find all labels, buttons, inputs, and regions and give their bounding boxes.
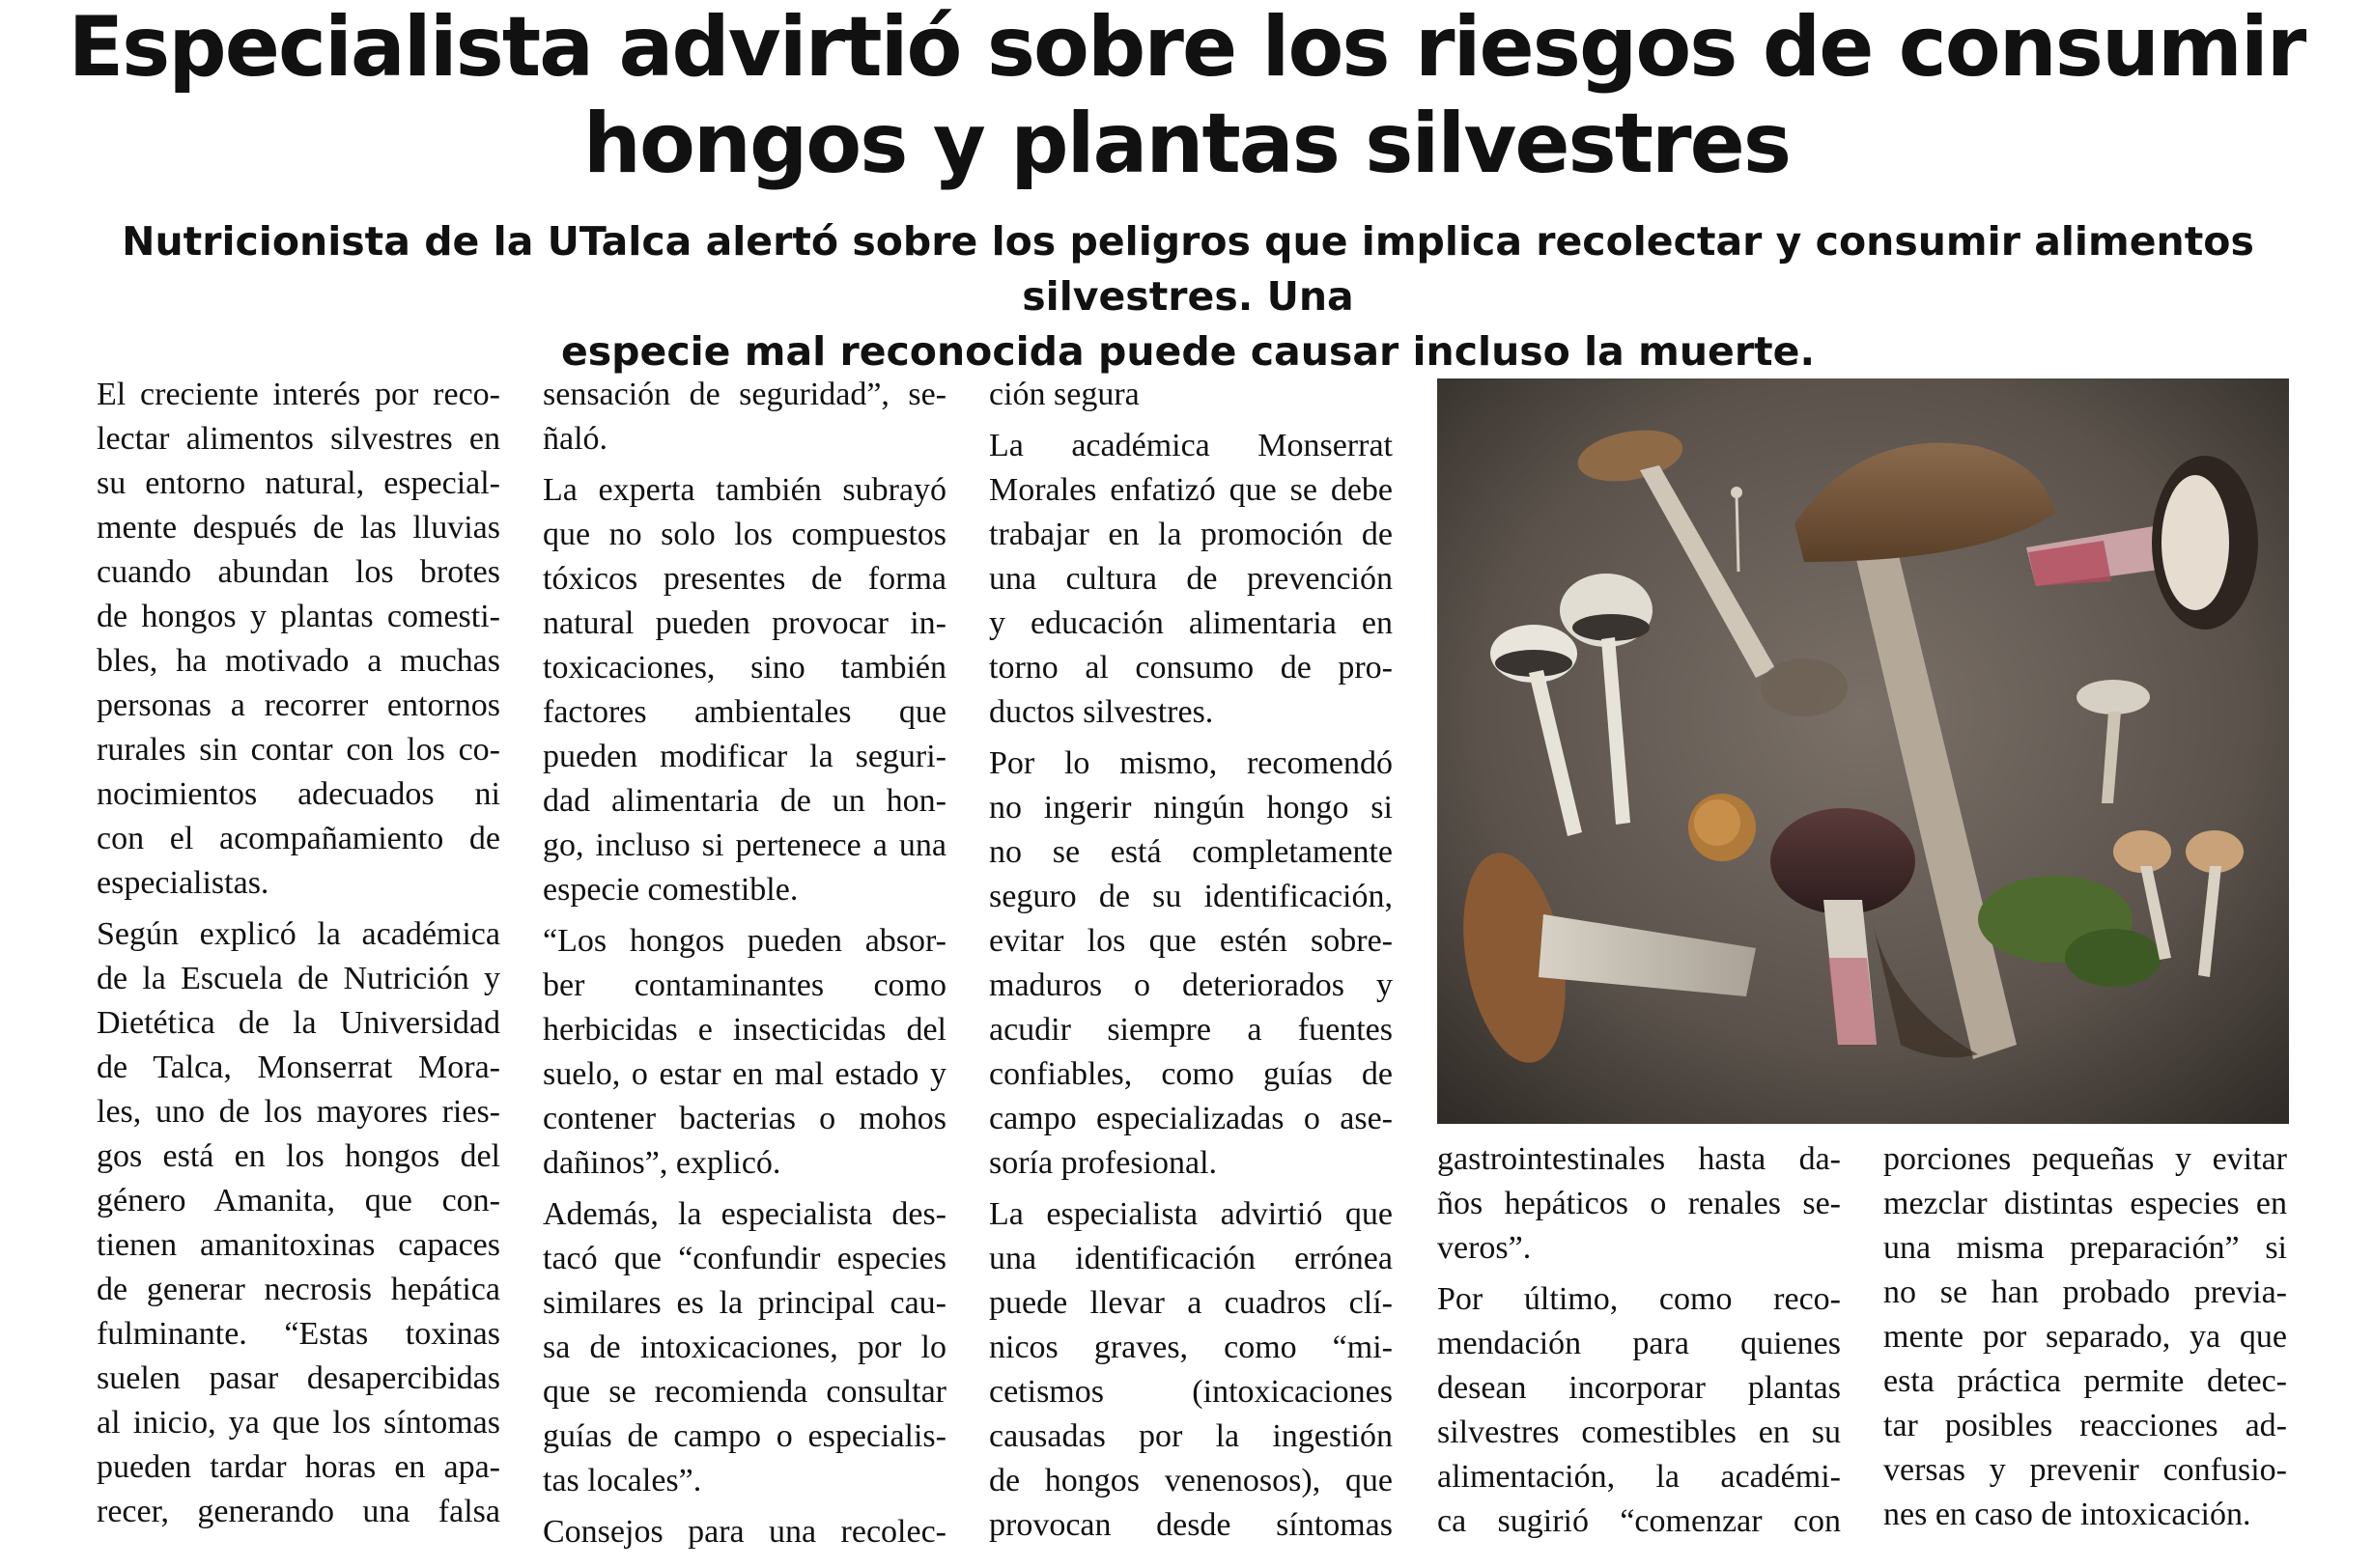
subheadline-line-2: especie mal reconocida puede causar incluso la muerte. <box>560 328 1816 375</box>
text-line: de hongos venenosos), que <box>989 1463 1393 1498</box>
text-line: mezclar distintas especies en <box>1883 1186 2287 1221</box>
text-line: de generar necrosis hepática <box>97 1272 500 1307</box>
text-line: nocimientos adecuados ni <box>97 776 500 812</box>
text-line: ber contaminantes como <box>543 967 946 1003</box>
text-line: soría profesional. <box>989 1145 1218 1181</box>
text-line: sensación de seguridad”, se- <box>543 377 946 412</box>
text-line: acudir siempre a fuentes <box>989 1012 1393 1048</box>
text-line: no ingerir ningún hongo si <box>989 790 1393 826</box>
text-line: veros”. <box>1437 1230 1532 1266</box>
text-line: Consejos para una recolec- <box>543 1514 946 1550</box>
text-line: puede llevar a cuadros clí- <box>989 1285 1393 1321</box>
text-line: cetismos (intoxicaciones <box>989 1374 1393 1410</box>
text-line: tienen amanitoxinas capaces <box>97 1227 500 1263</box>
text-line: de Talca, Monserrat Mora- <box>97 1050 500 1085</box>
text-line: alimentación, la académi- <box>1437 1459 1841 1495</box>
text-line: lectar alimentos silvestres en <box>97 421 500 457</box>
text-line: ños hepáticos o renales se- <box>1437 1186 1841 1221</box>
article-column-4 <box>1437 1137 1841 1551</box>
text-line: pueden tardar horas en apa- <box>97 1449 500 1485</box>
text-line: recer, generando una falsa <box>97 1494 500 1529</box>
text-line: silvestres comestibles en su <box>1437 1414 1841 1450</box>
text-line: causadas por la ingestión <box>989 1418 1393 1454</box>
mushrooms-photo <box>1437 378 2289 1124</box>
text-line: La académica Monserrat <box>989 428 1393 463</box>
text-line: Por lo mismo, recomendó <box>989 745 1393 781</box>
text-line: Morales enfatizó que se debe <box>989 472 1393 508</box>
text-line: maduros o deteriorados y <box>989 967 1393 1003</box>
article-column-1 <box>97 373 500 1541</box>
text-line: factores ambientales que <box>543 694 946 730</box>
article-paragraph <box>989 373 1393 417</box>
text-line: confiables, como guías de <box>989 1056 1393 1092</box>
article-paragraph <box>97 373 500 906</box>
article-paragraph <box>543 919 946 1186</box>
text-line: ción segura <box>989 377 1140 412</box>
text-line: evitar los que estén sobre- <box>989 923 1393 959</box>
text-line: no se han probado previa- <box>1883 1274 2287 1310</box>
text-line: suelen pasar desapercibidas <box>97 1360 500 1396</box>
text-line: El creciente interés por reco- <box>97 377 500 412</box>
text-line: “Los hongos pueden absor- <box>543 923 946 959</box>
article-paragraph <box>989 742 1393 1186</box>
text-line: tas locales”. <box>543 1463 702 1498</box>
text-line: trabajar en la promoción de <box>989 517 1393 552</box>
text-line: La especialista advirtió que <box>989 1196 1393 1232</box>
text-line: rurales sin contar con los co- <box>97 732 500 768</box>
text-line: natural pueden provocar in- <box>543 605 946 641</box>
text-line: una identificación errónea <box>989 1241 1393 1276</box>
article-column-2 <box>543 373 946 1561</box>
text-line: de hongos y plantas comesti- <box>97 599 500 634</box>
text-line: con el acompañamiento de <box>97 821 500 856</box>
text-line: nes en caso de intoxicación. <box>1883 1497 2251 1532</box>
text-line: guías de campo o especialis- <box>543 1418 946 1454</box>
article-paragraph <box>989 424 1393 735</box>
text-line: nicos graves, como “mi- <box>989 1330 1393 1365</box>
article-column-5 <box>1883 1137 2287 1544</box>
text-line: tar posibles reacciones ad- <box>1883 1408 2287 1443</box>
article-paragraph <box>1437 1277 1841 1544</box>
text-line: una misma preparación” si <box>1883 1230 2287 1266</box>
text-line: una cultura de prevención <box>989 561 1393 597</box>
text-line: toxicaciones, sino también <box>543 650 946 686</box>
text-line: herbicidas e insecticidas del <box>543 1012 946 1048</box>
text-line: y educación alimentaria en <box>989 605 1393 641</box>
text-line: dad alimentaria de un hon- <box>543 783 946 819</box>
text-line: de la Escuela de Nutrición y <box>97 961 500 996</box>
text-line: tacó que “confundir especies <box>543 1241 946 1276</box>
text-line: ñaló. <box>543 421 608 457</box>
text-line: versas y prevenir confusio- <box>1883 1452 2287 1488</box>
text-line: sa de intoxicaciones, por lo <box>543 1330 946 1365</box>
subheadline-line-1: Nutricionista de la UTalca alertó sobre los peligros que implica recolectar y consumir alimentos silvestres. Una <box>122 218 2254 320</box>
text-line: similares es la principal cau- <box>543 1285 946 1321</box>
text-line: ca sugirió “comenzar con <box>1437 1503 1841 1539</box>
text-line: provocan desde síntomas <box>989 1507 1393 1543</box>
subheadline <box>68 214 2308 379</box>
article-paragraph <box>543 373 946 462</box>
article-paragraph <box>543 1510 946 1554</box>
text-line: torno al consumo de pro- <box>989 650 1393 686</box>
text-line: porciones pequeñas y evitar <box>1883 1141 2287 1177</box>
article-paragraph <box>543 468 946 912</box>
article-paragraph <box>97 912 500 1534</box>
article-paragraph <box>1883 1137 2287 1537</box>
text-line: seguro de su identificación, <box>989 879 1393 914</box>
text-line: Según explicó la académica <box>97 916 500 952</box>
text-line: que no solo los compuestos <box>543 517 946 552</box>
text-line: La experta también subrayó <box>543 472 946 508</box>
text-line: desean incorporar plantas <box>1437 1370 1841 1406</box>
text-line: pueden modificar la seguri- <box>543 739 946 774</box>
text-line: especialistas. <box>97 865 269 901</box>
text-line: fulminante. “Estas toxinas <box>97 1316 500 1352</box>
article-paragraph <box>543 1192 946 1503</box>
headline <box>24 0 2350 193</box>
text-line: esta práctica permite detec- <box>1883 1363 2287 1399</box>
text-line: mente después de las lluvias <box>97 510 500 546</box>
text-line: bles, ha motivado a muchas <box>97 643 500 679</box>
text-line: género Amanita, que con- <box>97 1183 500 1218</box>
text-line: ductos silvestres. <box>989 694 1214 730</box>
text-line: al inicio, ya que los síntomas <box>97 1405 500 1441</box>
text-line: gastrointestinales hasta da- <box>1437 1141 1841 1177</box>
text-line: gos está en los hongos del <box>97 1138 500 1174</box>
headline-line-2: hongos y plantas silvestres <box>582 95 1791 192</box>
text-line: Además, la especialista des- <box>543 1196 946 1232</box>
text-line: que se recomienda consultar <box>543 1374 946 1410</box>
text-line: personas a recorrer entornos <box>97 687 500 723</box>
text-line: campo especializadas o ase- <box>989 1101 1393 1136</box>
text-line: les, uno de los mayores ries- <box>97 1094 500 1130</box>
text-line: Por último, como reco- <box>1437 1281 1841 1317</box>
text-line: no se está completamente <box>989 834 1393 870</box>
text-line: Dietética de la Universidad <box>97 1005 500 1041</box>
text-line: especie comestible. <box>543 872 799 908</box>
text-line: cuando abundan los brotes <box>97 554 500 590</box>
text-line: su entorno natural, especial- <box>97 465 500 501</box>
article-paragraph <box>1437 1137 1841 1271</box>
text-line: mendación para quienes <box>1437 1326 1841 1361</box>
article-paragraph <box>989 1192 1393 1548</box>
headline-line-1: Especialista advirtió sobre los riesgos de consumir <box>68 0 2305 96</box>
text-line: dañinos”, explicó. <box>543 1145 781 1181</box>
article-column-3 <box>989 373 1393 1554</box>
text-line: tóxicos presentes de forma <box>543 561 946 597</box>
text-line: go, incluso si pertenece a una <box>543 827 946 863</box>
text-line: contener bacterias o mohos <box>543 1101 946 1136</box>
text-line: mente por separado, ya que <box>1883 1319 2287 1355</box>
text-line: suelo, o estar en mal estado y <box>543 1056 946 1092</box>
